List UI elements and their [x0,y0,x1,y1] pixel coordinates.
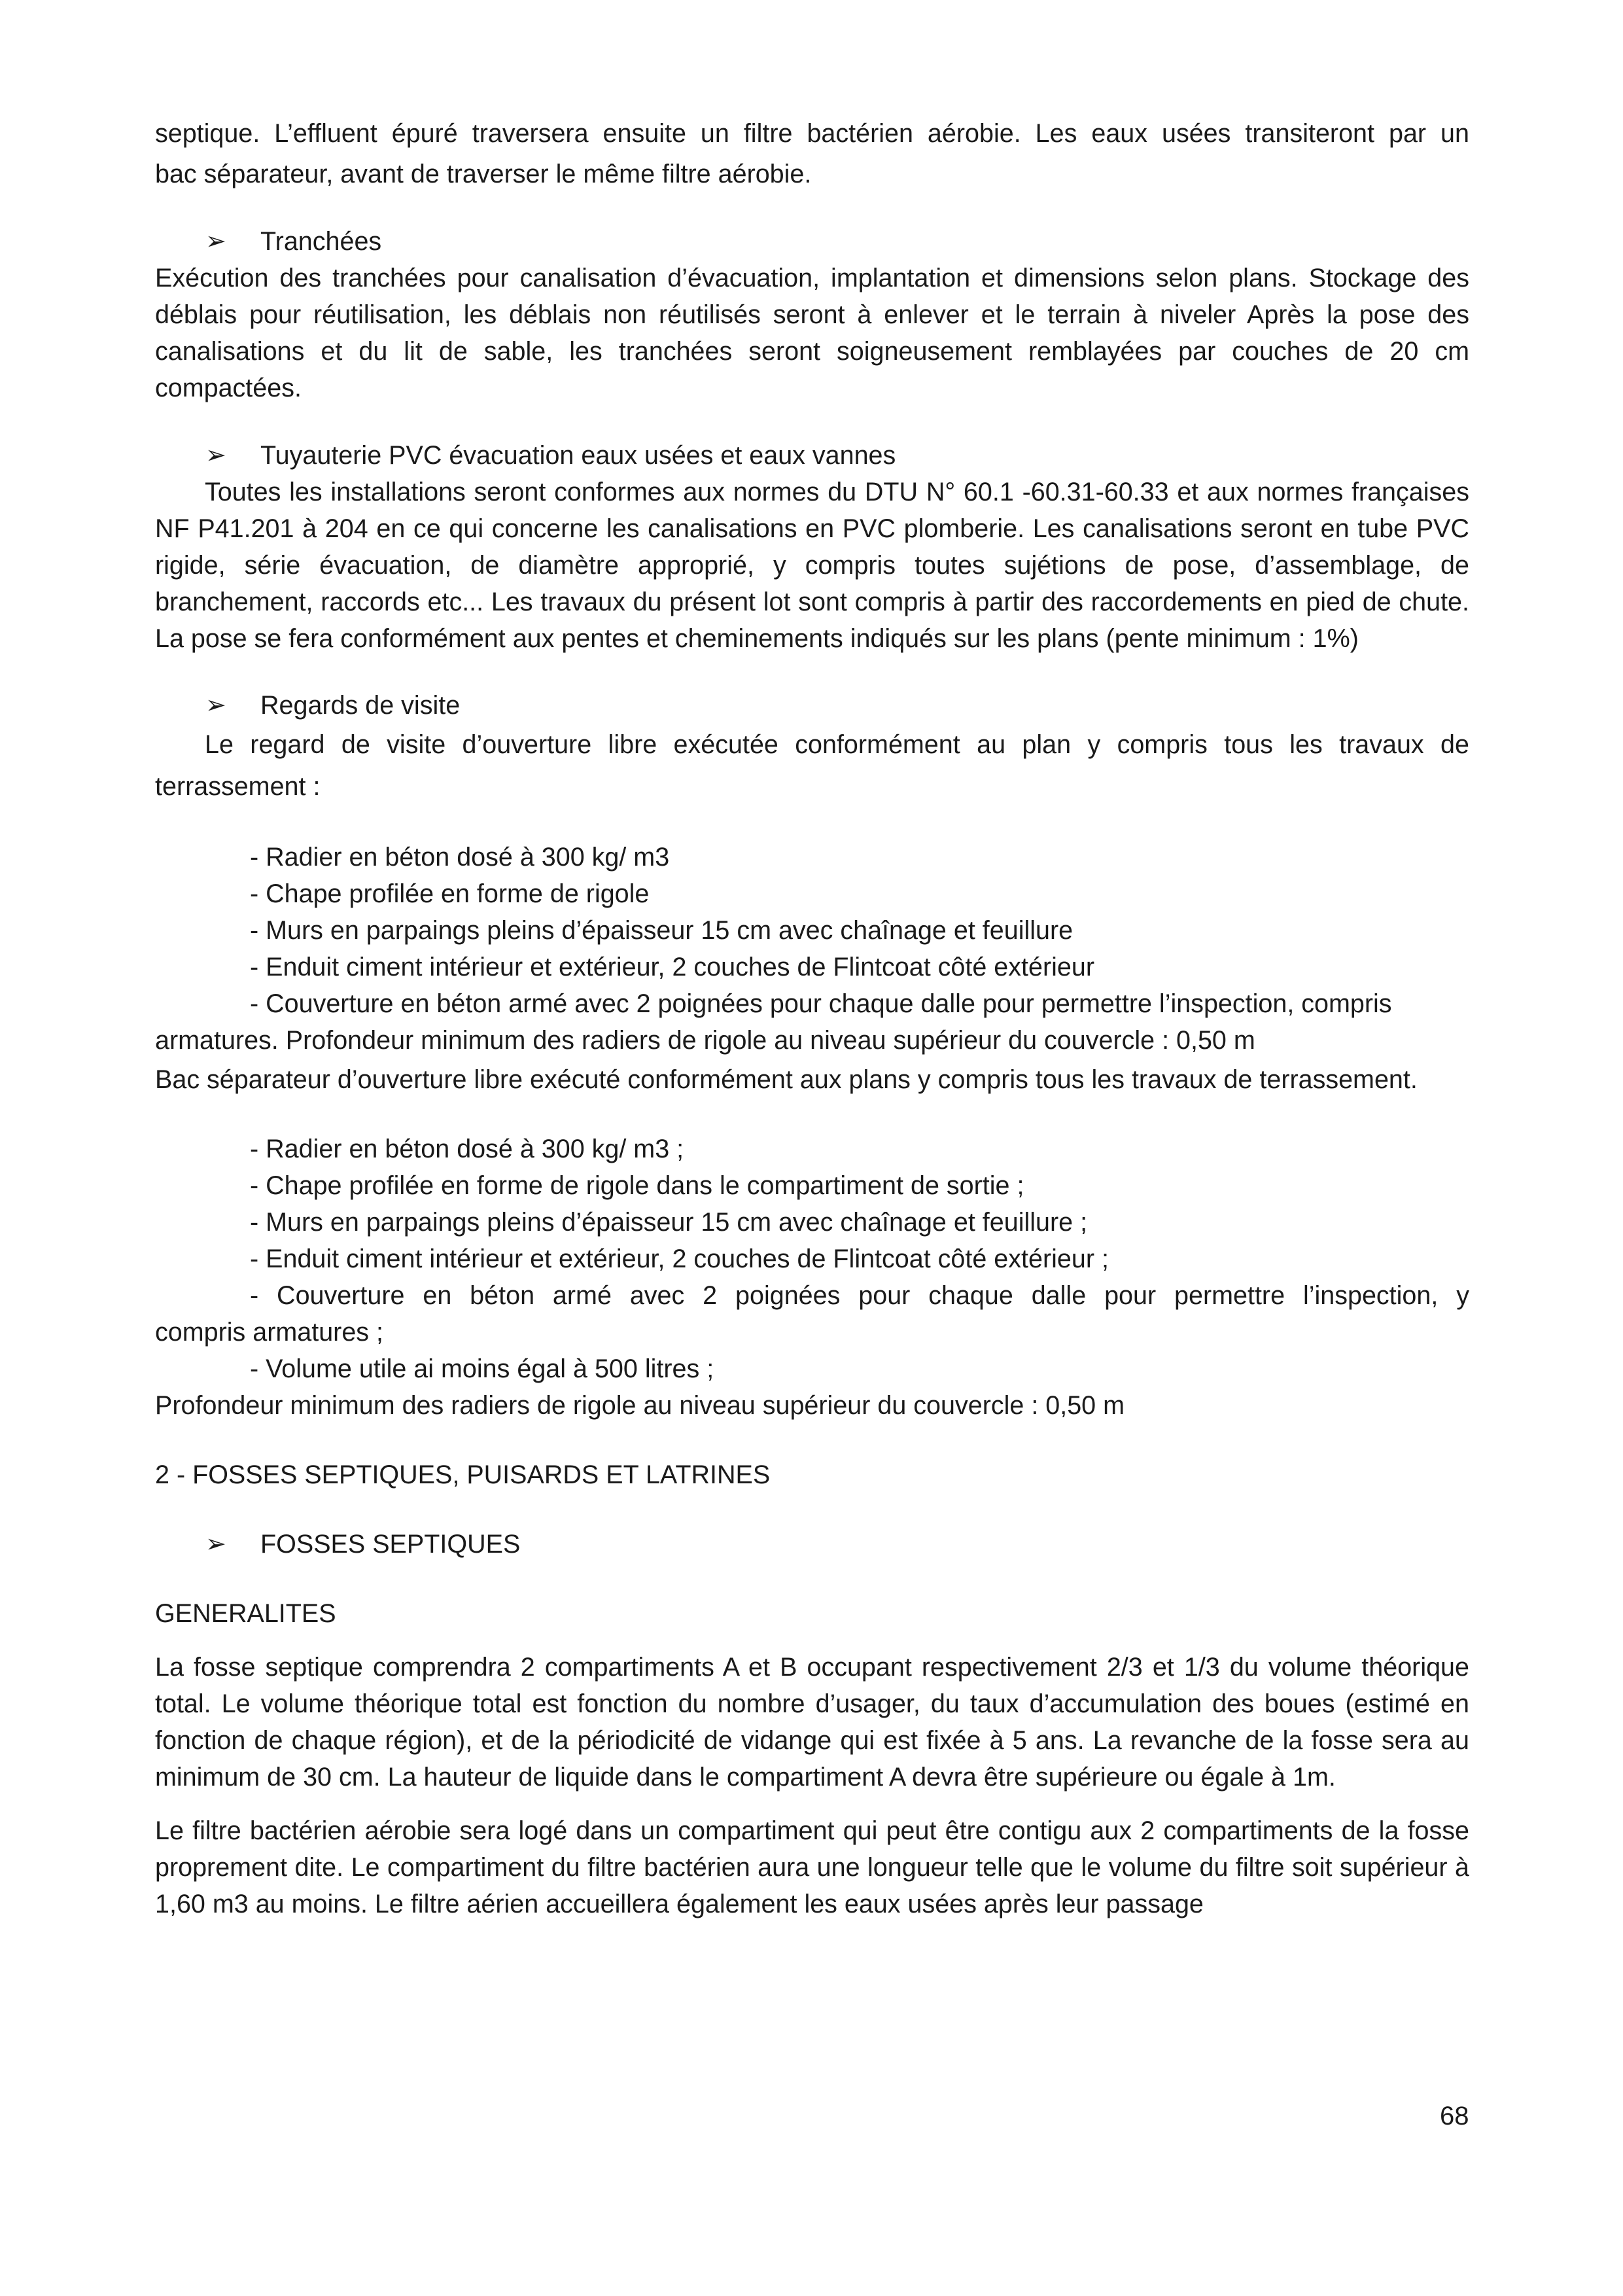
arrow-bullet-icon: ➢ [205,692,226,719]
list-item: - Enduit ciment intérieur et extérieur, 2 couches de Flintcoat côté extérieur ; [250,1245,1109,1273]
list-item: - Chape profilée en forme de rigole dans le compartiment de sortie ; [250,1171,1024,1200]
regards-paragraph: Le regard de visite d’ouverture libre exécutée conformément au plan y compris tous les travaux de terrassement : [155,730,1469,801]
list-item: - Volume utile ai moins égal à 500 litres ; [250,1354,714,1383]
tranchees-title: Tranchées [260,227,382,256]
list-item: - Chape profilée en forme de rigole [250,879,650,908]
page-content [155,115,1469,1922]
list-item: - Murs en parpaings pleins d’épaisseur 15 cm avec chaînage et feuillure ; [250,1208,1088,1237]
list-item: - Radier en béton dosé à 300 kg/ m3 ; [250,1135,684,1163]
regards-heading [155,687,1469,724]
tranchees-paragraph: Exécution des tranchées pour canalisation d’évacuation, implantation et dimensions selon plans. Stockage des déblais pour réutilisation, les déblais non réutilisés seront à enlever et le terrain à niveler Après la pose des canalisations et du lit de sable, les tranchées seront soigneusement remblayées par couches de 20 cm compactées. [155,264,1469,402]
tuyauterie-title: Tuyauterie PVC évacuation eaux usées et eaux vannes [260,441,896,470]
page-number: 68 [1440,2102,1469,2130]
regards-list [155,839,1469,1059]
bac-depth-line: Profondeur minimum des radiers de rigole au niveau supérieur du couvercle : 0,50 m [155,1391,1125,1420]
intro-line-2: bac séparateur, avant de traverser le même filtre aérobie. [155,160,812,188]
bac-list [155,1131,1469,1424]
fosses-title: FOSSES SEPTIQUES [260,1530,521,1559]
intro-line-1: septique. L’effluent épuré traversera ensuite un filtre bactérien aérobie. Les eaux usées transiteront par un [155,119,1469,148]
generalites-heading: GENERALITES [155,1599,336,1628]
list-item: - Murs en parpaings pleins d’épaisseur 15 cm avec chaînage et feuillure [250,916,1073,945]
tuyauterie-heading [155,437,1469,474]
list-item: - Enduit ciment intérieur et extérieur, 2 couches de Flintcoat côté extérieur [250,953,1094,981]
section-title: 2 - FOSSES SEPTIQUES, PUISARDS ET LATRINES [155,1460,771,1489]
list-item: - Couverture en béton armé avec 2 poignées pour chaque dalle pour permettre l’inspection, y [250,1281,1469,1310]
generalites-paragraph-1: La fosse septique comprendra 2 compartiments A et B occupant respectivement 2/3 et 1/3 du volume théorique total. Le volume théorique total est fonction du nombre d’usager, du taux d’accumulation des boues (estimé en fonction de chaque région), et de la périodicité de vidange qui est fixée à 5 ans. La revanche de la fosse sera au minimum de 30 cm. La hauteur de liquide dans le compartiment A devra être supérieure ou égale à 1m. [155,1653,1469,1792]
list-item: - Couverture en béton armé avec 2 poignées pour chaque dalle pour permettre l’inspection, compris [250,989,1392,1018]
tuyauterie-paragraph: Toutes les installations seront conformes aux normes du DTU N° 60.1 -60.31-60.33 et aux normes françaises NF P41.201 à 204 en ce qui concerne les canalisations en PVC plomberie. Les canalisations seront en tube PVC rigide, série évacuation, de diamètre approprié, y compris toutes sujétions de pose, d’assemblage, de branchement, raccords etc... Les travaux du présent lot sont compris à partir des raccordements en pied de chute. La pose se fera conformément aux pentes et cheminements indiqués sur les plans (pente minimum : 1%) [155,478,1469,653]
bac-paragraph: Bac séparateur d’ouverture libre exécuté conformément aux plans y compris tous les travaux de terrassement. [155,1065,1418,1094]
list-item: - Radier en béton dosé à 300 kg/ m3 [250,843,670,872]
fosses-heading [155,1526,1469,1563]
regards-title: Regards de visite [260,691,461,720]
list-item-continuation: compris armatures ; [155,1318,384,1347]
list-item-continuation: armatures. Profondeur minimum des radiers de rigole au niveau supérieur du couvercle : 0,50 m [155,1026,1255,1055]
arrow-bullet-icon: ➢ [205,442,226,469]
arrow-bullet-icon: ➢ [205,228,226,255]
tranchees-heading [155,223,1469,260]
generalites-paragraph-2: Le filtre bactérien aérobie sera logé dans un compartiment qui peut être contigu aux 2 compartiments de la fosse proprement dite. Le compartiment du filtre bactérien aura une longueur telle que le volume du filtre soit supérieur à 1,60 m3 au moins. Le filtre aérien accueillera également les eaux usées après leur passage [155,1816,1469,1918]
arrow-bullet-icon: ➢ [205,1530,226,1558]
